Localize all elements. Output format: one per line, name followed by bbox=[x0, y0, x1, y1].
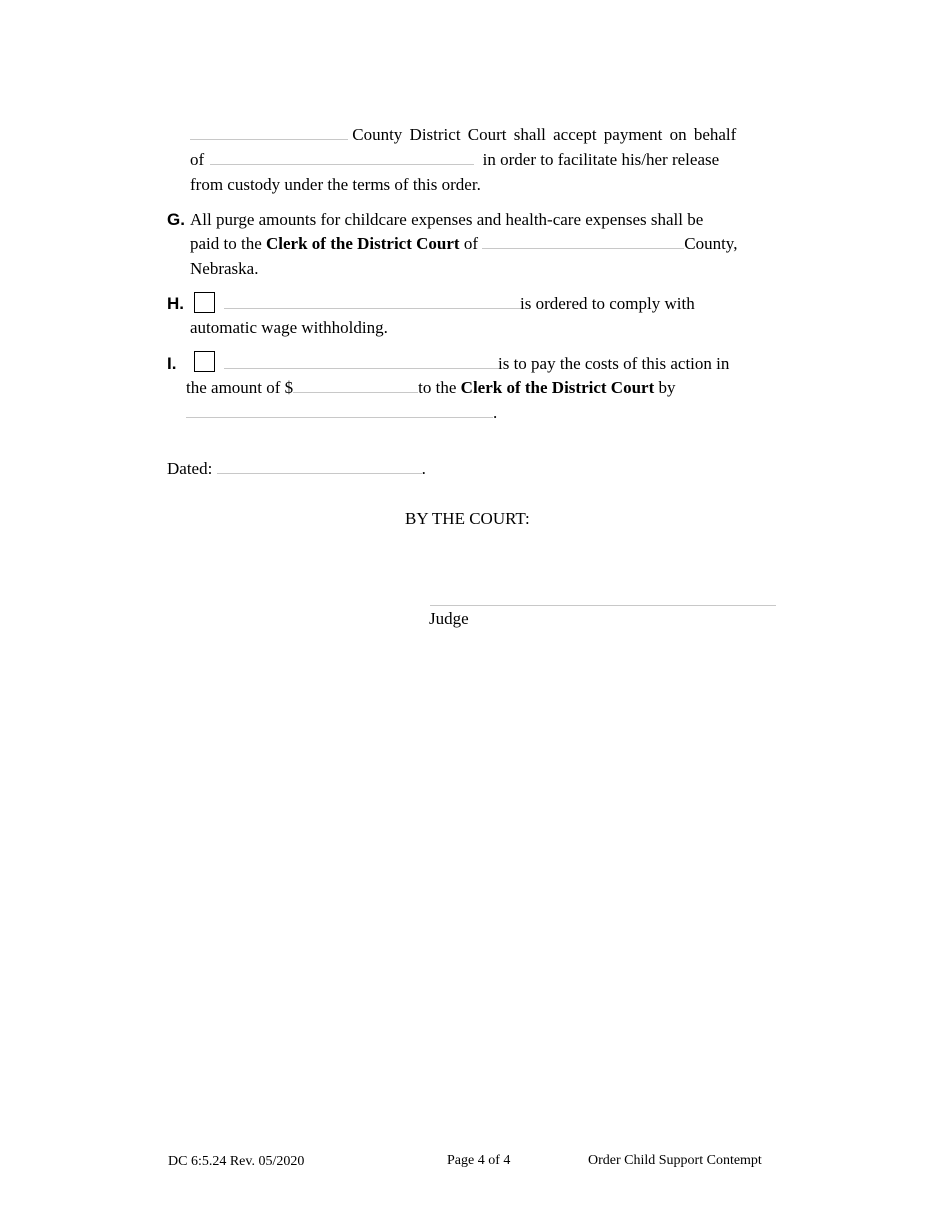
section-g-text-1: All purge amounts for childcare expenses and health-care expenses shall be bbox=[190, 210, 704, 229]
paid-to-label: paid to the bbox=[190, 234, 262, 253]
section-i-line-1 bbox=[224, 354, 729, 374]
county-label: County, bbox=[684, 234, 738, 253]
section-f-line-1 bbox=[190, 125, 736, 145]
judge-signature-line[interactable] bbox=[430, 605, 776, 606]
section-i-checkbox[interactable] bbox=[194, 351, 215, 372]
section-g-line-2 bbox=[190, 234, 737, 254]
by-the-court-label: BY THE COURT: bbox=[405, 509, 530, 528]
to-the-label: to the bbox=[418, 378, 457, 397]
section-h-letter: H. bbox=[167, 294, 184, 313]
of-label: of bbox=[463, 234, 478, 253]
dated-label: Dated: bbox=[167, 459, 213, 478]
section-f-text-1: County District Court shall accept payment on behalf bbox=[352, 125, 737, 144]
section-i-line-2 bbox=[186, 378, 675, 398]
page-number: Page 4 of 4 bbox=[447, 1153, 511, 1168]
payer-name-field[interactable] bbox=[210, 150, 474, 165]
section-h-checkbox[interactable] bbox=[194, 292, 215, 313]
section-g-letter: G. bbox=[167, 210, 185, 229]
clerk-label: Clerk of the District Court bbox=[460, 378, 655, 397]
of-label: of bbox=[190, 150, 205, 169]
period: . bbox=[421, 459, 426, 478]
dated-field[interactable] bbox=[217, 459, 422, 474]
section-f-text-2: in order to facilitate his/her release bbox=[482, 150, 720, 169]
party-name-field-i[interactable] bbox=[224, 354, 498, 369]
amount-label: the amount of $ bbox=[186, 378, 294, 397]
form-title: Order Child Support Contempt bbox=[588, 1153, 762, 1168]
section-h-text-2: automatic wage withholding. bbox=[190, 318, 388, 337]
section-i-letter: I. bbox=[167, 354, 177, 373]
county-field-g[interactable] bbox=[482, 234, 684, 249]
dated-line bbox=[167, 459, 426, 479]
payment-date-field[interactable] bbox=[186, 403, 493, 418]
section-f-text-3: from custody under the terms of this order. bbox=[190, 175, 481, 194]
amount-field[interactable] bbox=[293, 378, 418, 393]
party-name-field-h[interactable] bbox=[224, 294, 520, 309]
section-f-line-2 bbox=[190, 150, 719, 170]
section-h-text-1: is ordered to comply with bbox=[520, 294, 695, 313]
judge-label: Judge bbox=[429, 609, 469, 628]
section-i-text-1: is to pay the costs of this action in bbox=[498, 354, 730, 373]
form-code: DC 6:5.24 Rev. 05/2020 bbox=[168, 1154, 305, 1169]
period: . bbox=[493, 403, 498, 422]
section-i-line-3 bbox=[186, 403, 497, 423]
by-label: by bbox=[658, 378, 676, 397]
clerk-label: Clerk of the District Court bbox=[266, 234, 460, 253]
county-name-field[interactable] bbox=[190, 125, 348, 140]
nebraska-label: Nebraska. bbox=[190, 259, 259, 278]
section-h-line-1 bbox=[224, 294, 695, 314]
